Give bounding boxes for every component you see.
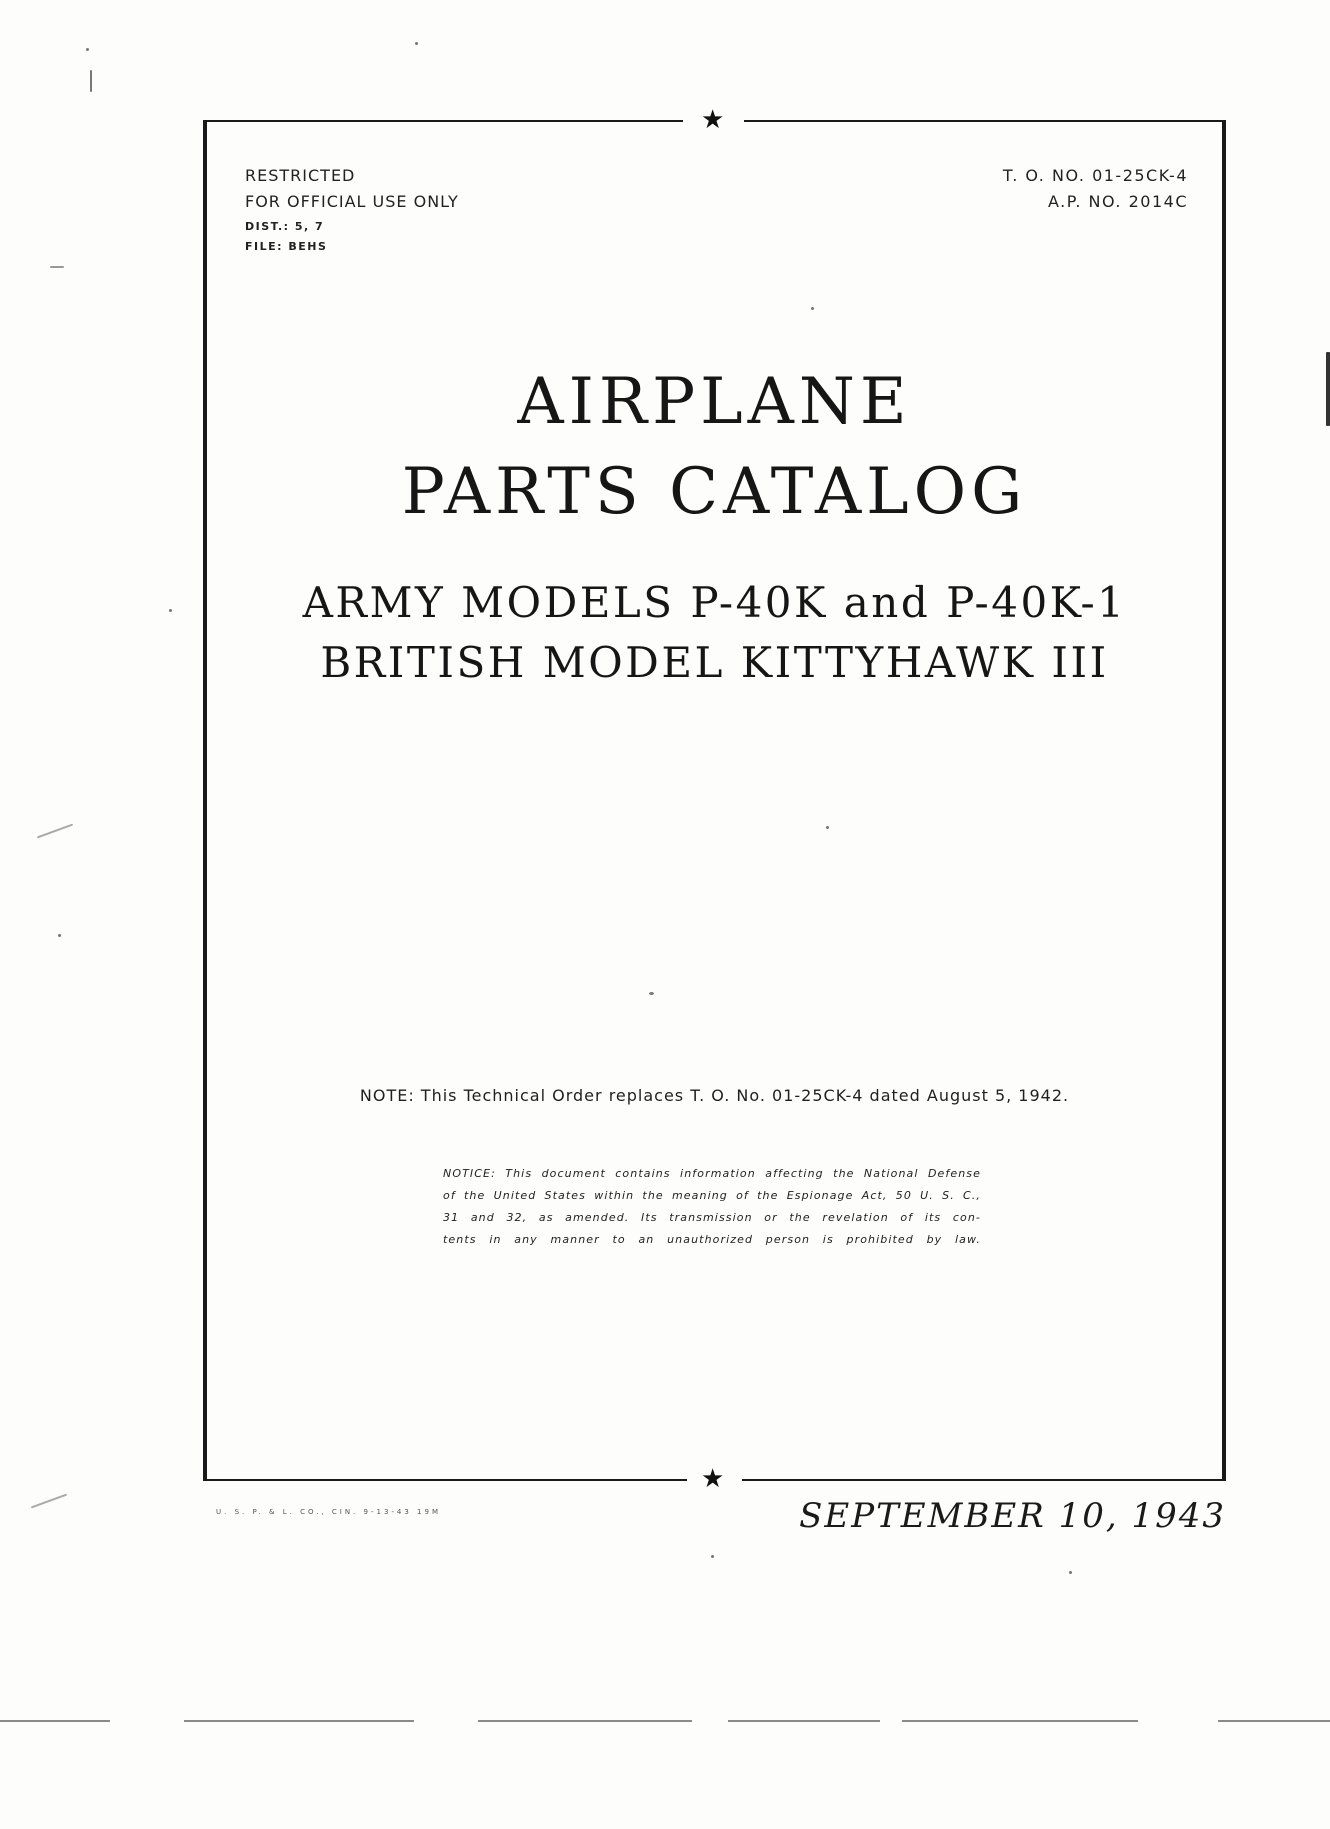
scan-speck	[649, 992, 654, 995]
page-border-frame	[203, 120, 1226, 1481]
order-number-block	[1003, 163, 1188, 215]
notice-line: of the United States within the meaning of the Espionage Act, 50 U. S. C.,	[443, 1189, 981, 1202]
scan-edge-rule	[184, 1720, 414, 1722]
scan-edge-rule	[902, 1720, 1138, 1722]
scan-speck	[811, 307, 814, 310]
printer-imprint: U. S. P. & L. CO., CIN. 9-13-43 19M	[216, 1508, 442, 1516]
usage-restriction: FOR OFFICIAL USE ONLY	[245, 192, 459, 211]
scan-edge-rule	[478, 1720, 692, 1722]
replacement-note: NOTE: This Technical Order replaces T. O. No. 01-25CK-4 dated August 5, 1942.	[359, 1086, 1070, 1105]
border-top-left-line	[203, 120, 683, 122]
star-icon: ★	[701, 1464, 725, 1494]
scan-edge-rule	[1218, 1720, 1330, 1722]
scan-speck	[826, 826, 829, 829]
border-bottom-left-line	[203, 1479, 687, 1481]
distribution-code: DIST.: 5, 7	[245, 220, 325, 233]
scan-speck	[37, 824, 73, 839]
scan-speck	[169, 609, 172, 612]
models-subtitle-british: BRITISH MODEL KITTYHAWK III	[320, 638, 1109, 687]
scan-edge-rule	[728, 1720, 880, 1722]
file-code: FILE: BEHS	[245, 240, 328, 253]
classification-block	[245, 163, 459, 257]
border-bottom-right-line	[742, 1479, 1226, 1481]
document-title-line2: PARTS CATALOG	[401, 455, 1028, 529]
scan-speck	[1326, 352, 1330, 426]
publication-date: SEPTEMBER 10, 1943	[799, 1496, 1226, 1536]
notice-line: NOTICE: This document contains information affecting the National Defense	[443, 1167, 981, 1180]
notice-line: 31 and 32, as amended. Its transmission or the revelation of its con-	[443, 1211, 981, 1224]
classification-label: RESTRICTED	[245, 166, 356, 185]
ap-number: A.P. NO. 2014C	[1047, 192, 1188, 211]
technical-order-number: T. O. NO. 01-25CK-4	[1002, 166, 1188, 185]
scan-speck	[415, 42, 418, 45]
border-top-right-line	[744, 120, 1226, 122]
scan-speck	[31, 1494, 67, 1509]
espionage-notice	[443, 1163, 981, 1251]
models-subtitle-army: ARMY MODELS P-40K and P-40K-1	[302, 578, 1127, 627]
scan-edge-rule	[0, 1720, 110, 1722]
document-title-line1: AIRPLANE	[517, 365, 912, 439]
scan-speck	[90, 70, 92, 92]
star-icon: ★	[701, 105, 725, 135]
notice-line: tents in any manner to an unauthorized person is prohibited by law.	[443, 1233, 981, 1246]
scan-speck	[50, 266, 64, 268]
scan-speck	[1069, 1571, 1072, 1574]
scan-speck	[711, 1555, 714, 1558]
scan-speck	[58, 934, 61, 937]
scan-speck	[86, 48, 89, 51]
